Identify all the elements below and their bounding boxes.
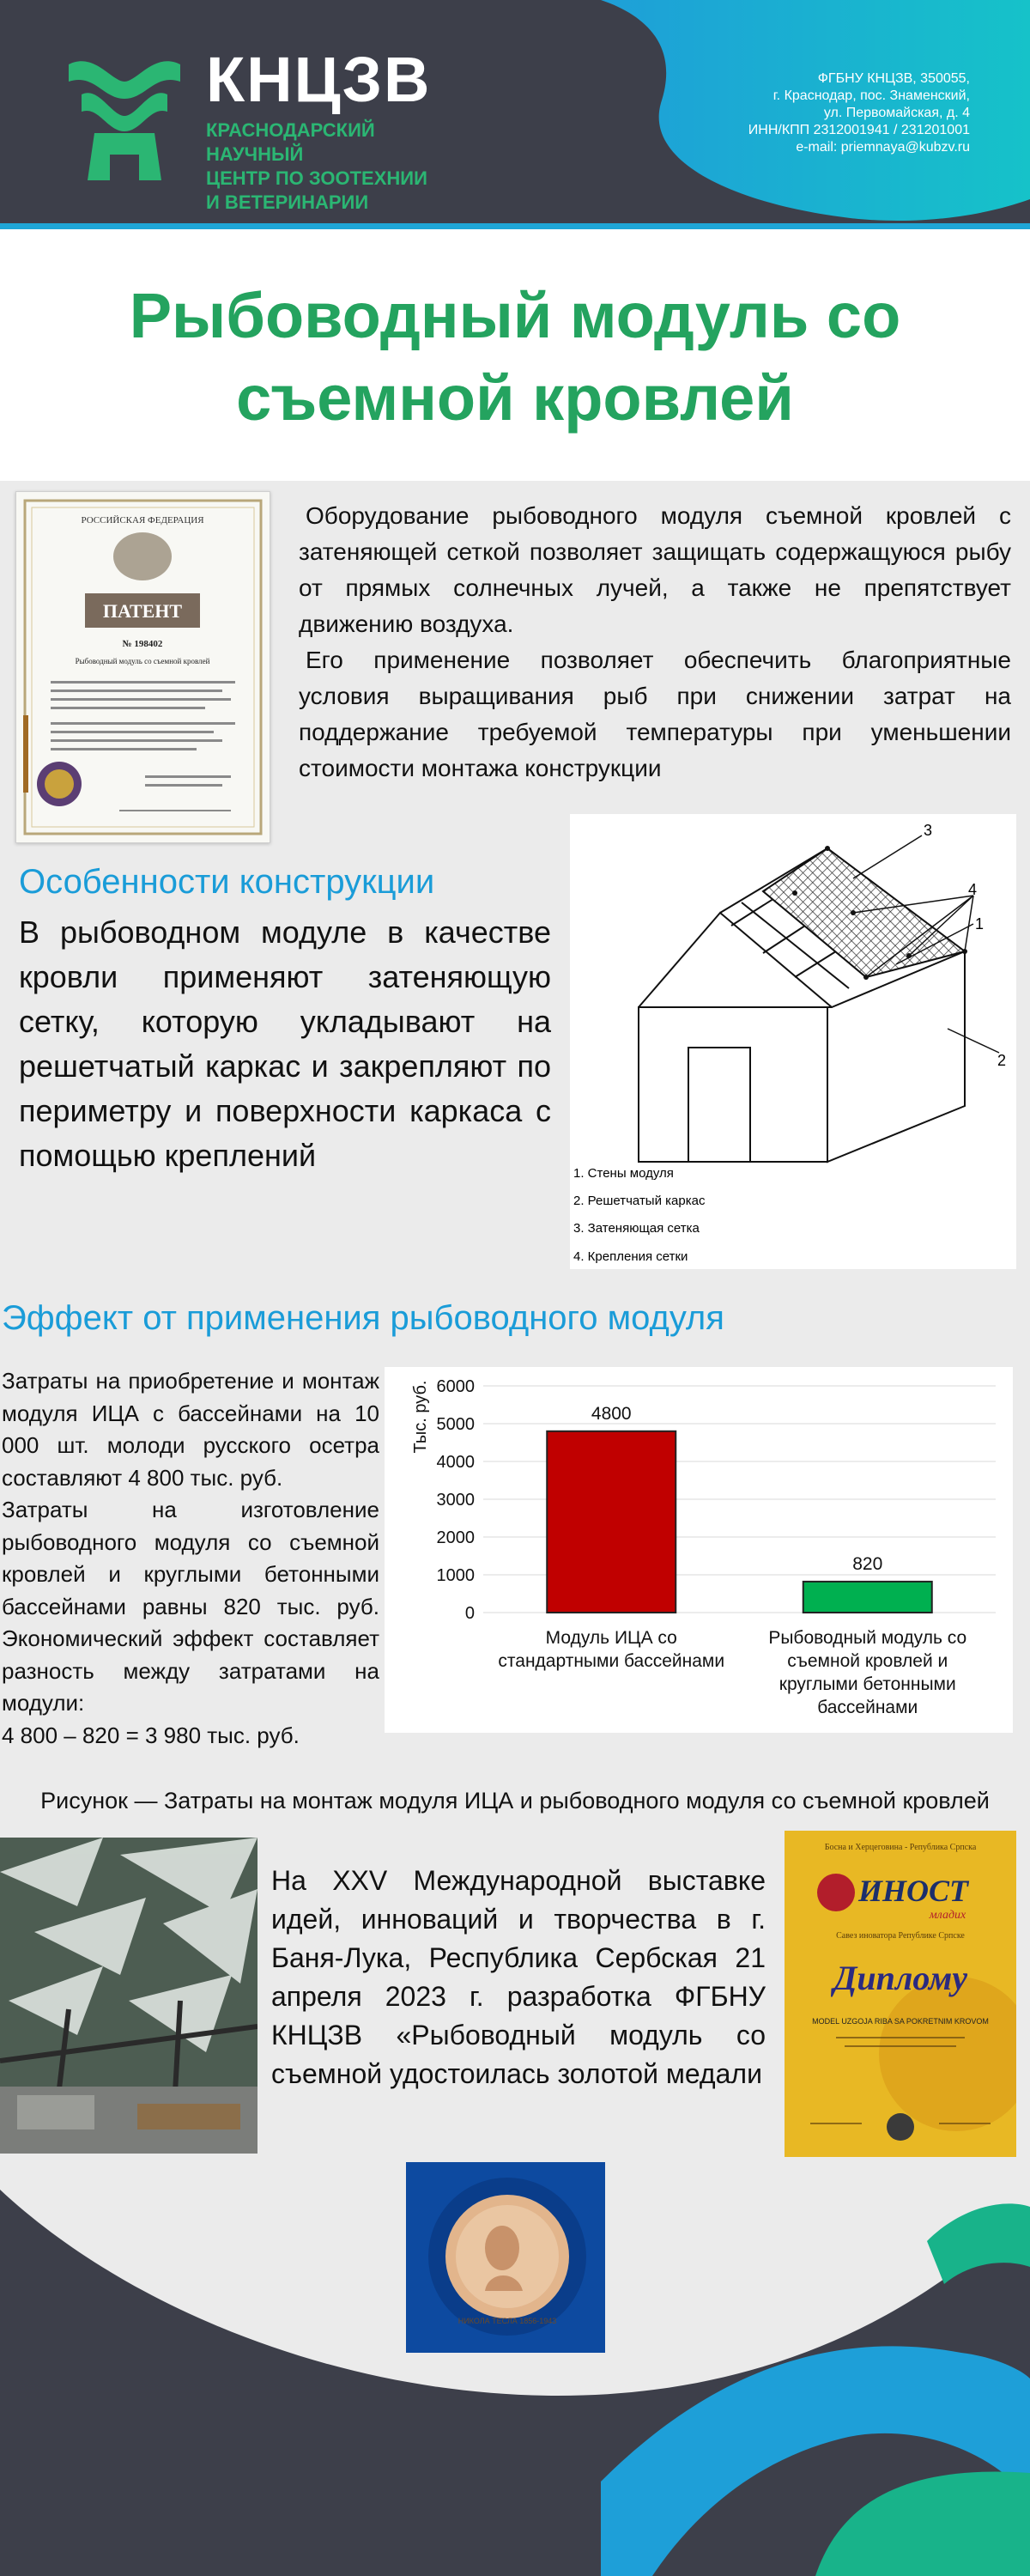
patent-number: № 198402: [122, 639, 163, 649]
chart-bars: [547, 1431, 932, 1613]
effect-heading: Эффект от применения рыбоводного модуля: [2, 1299, 724, 1337]
patent-heading: ПАТЕНТ: [102, 600, 183, 622]
diploma-image: [785, 1831, 1016, 2157]
cost-bar-chart: [385, 1367, 1013, 1733]
award-text: На XXV Международной выставке идей, инноваций и творчества в г. Баня-Лука, Республика Сербская 21 апреля 2023 г. разработка ФГБНУ КНЦЗВ «Рыбоводный модуль со съемной удостоилась золотой медали: [271, 1865, 766, 2089]
contact-email: e-mail: priemnaya@kubzv.ru: [796, 140, 970, 155]
chart-y-tick-label: 0: [464, 1604, 475, 1623]
header-stripe: [0, 223, 1030, 229]
page-title: Рыбоводный модуль со съемной кровлей: [129, 280, 901, 434]
logo-subtitle: КРАСНОДАРСКИЙ НАУЧНЫЙ ЦЕНТР ПО ЗООТЕХНИИ И ВЕТЕРИНАРИИ: [206, 119, 427, 213]
chart-y-tick-label: 6000: [436, 1377, 475, 1396]
module-diagram: [570, 814, 1016, 1269]
legend-mesh: 3. Затеняющая сетка: [573, 1221, 700, 1236]
diploma-logo-sub: младих: [929, 1909, 966, 1922]
callout-1: 1: [975, 915, 985, 933]
intro-paragraph-1: Оборудование рыбоводного модуля съемной кровлей с затеняющей сеткой позволяет защищать содержащуюся рыбу от прямых солнечных лучей, а также не препятствует движению воздуха.: [299, 502, 1011, 637]
contact-line: ул. Первомайская, д. 4: [823, 106, 970, 120]
medal-inscription: НИКОЛА ТЕСЛА 1856-1943: [457, 2317, 557, 2325]
chart-y-label: Тыс. руб.: [411, 1380, 430, 1454]
chart-y-tick-label: 2000: [436, 1528, 475, 1547]
diploma-model: MODEL UZGOJA RIBA SA POKRETNIM KROVOM: [812, 2017, 989, 2026]
effect-formula: 4 800 – 820 = 3 980 тыс. руб.: [2, 1722, 300, 1748]
chart-y-tick-label: 4000: [436, 1453, 475, 1472]
logo-name: КНЦЗВ: [206, 44, 432, 115]
cost-chart: [385, 1367, 1013, 1733]
figure-caption: Рисунок — Затраты на монтаж модуля ИЦА и рыбоводного модуля со съемной кровлей: [40, 1788, 990, 1814]
effect-text: [2, 1365, 379, 1752]
chart-category-label: круглыми бетонными: [779, 1674, 956, 1694]
diploma-top-line: Босна и Херцеговина - Република Српска: [824, 1843, 977, 1852]
patent-image: [15, 491, 270, 843]
patent-description: Рыбоводный модуль со съемной кровлей: [75, 657, 210, 665]
features-text: В рыбоводном модуле в качестве кровли применяют затеняющую сетку, которую укладывают на решетчатый каркас и закрепляют по периметру и поверхности каркаса с помощью креплений: [19, 914, 551, 1173]
effect-paragraph-1: Затраты на приобретение и монтаж модуля ИЦА с бассейнами на 10 000 шт. молоди русского осетра составляют 4 800 тыс. руб.: [2, 1368, 379, 1491]
chart-category-label: стандартными бассейнами: [498, 1651, 725, 1671]
chart-y-tick-label: 1000: [436, 1566, 475, 1585]
contact-line: г. Краснодар, пос. Знаменский,: [772, 88, 970, 103]
chart-category-label: съемной кровлей и: [787, 1651, 948, 1671]
callout-4: 4: [968, 881, 978, 898]
patent-country: РОССИЙСКАЯ ФЕДЕРАЦИЯ: [81, 515, 204, 526]
diploma-certificate-image: [785, 1831, 1016, 2157]
features-heading: Особенности конструкции: [19, 863, 435, 901]
medal-icon: [406, 2162, 605, 2353]
installation-photo: [0, 1838, 258, 2154]
intro-text: [299, 498, 1011, 787]
legend-fasteners: 4. Крепления сетки: [573, 1249, 688, 1264]
diploma-logo: ИНОСТ: [857, 1874, 969, 1908]
chart-y-tick-label: 3000: [436, 1491, 475, 1510]
chart-category-labels: [498, 1628, 966, 1717]
chart-category-label: Модуль ИЦА со: [545, 1628, 677, 1648]
header: [0, 0, 1030, 223]
construction-drawing: [570, 814, 1016, 1269]
legend-walls: 1. Стены модуля: [573, 1166, 674, 1181]
callout-3: 3: [924, 822, 933, 839]
callout-2: 2: [997, 1052, 1007, 1069]
chart-category-label: бассейнами: [817, 1698, 918, 1717]
contact-line: ИНН/КПП 2312001941 / 231201001: [748, 123, 970, 137]
diploma-word: Диплому: [833, 1959, 967, 1997]
chart-y-ticks: [437, 1377, 476, 1623]
intro-paragraph-2: Его применение позволяет обеспечить благоприятные условия выращивания рыб при снижении затрат на поддержание требуемой температуры при уменьшении стоимости монтажа конструкции: [299, 647, 1011, 781]
photo-shade-net-image: [0, 1838, 258, 2154]
patent-document-icon: [16, 492, 270, 842]
legend-frame: 2. Решетчатый каркас: [573, 1194, 706, 1208]
chart-y-tick-label: 5000: [436, 1415, 475, 1434]
chart-bar: [803, 1582, 932, 1613]
contact-info: [748, 70, 970, 156]
chart-value-label: 820: [852, 1553, 883, 1574]
gold-medal-image: [406, 2162, 605, 2353]
diploma-subtitle: Савез иноватора Републике Српске: [836, 1931, 965, 1941]
contact-line: ФГБНУ КНЦЗВ, 350055,: [817, 71, 970, 86]
chart-category-label: Рыбоводный модуль со: [768, 1628, 967, 1648]
chart-value-label: 4800: [591, 1403, 632, 1424]
chart-bar: [547, 1431, 676, 1613]
logo-cow-icon: [60, 47, 189, 185]
effect-paragraph-2: Затраты на изготовление рыбоводного модуля со съемной кровлей и круглыми бетонными бассейнами равны 820 тыс. руб. Экономический эффект составляет разность между затратами на модули:: [2, 1497, 379, 1716]
